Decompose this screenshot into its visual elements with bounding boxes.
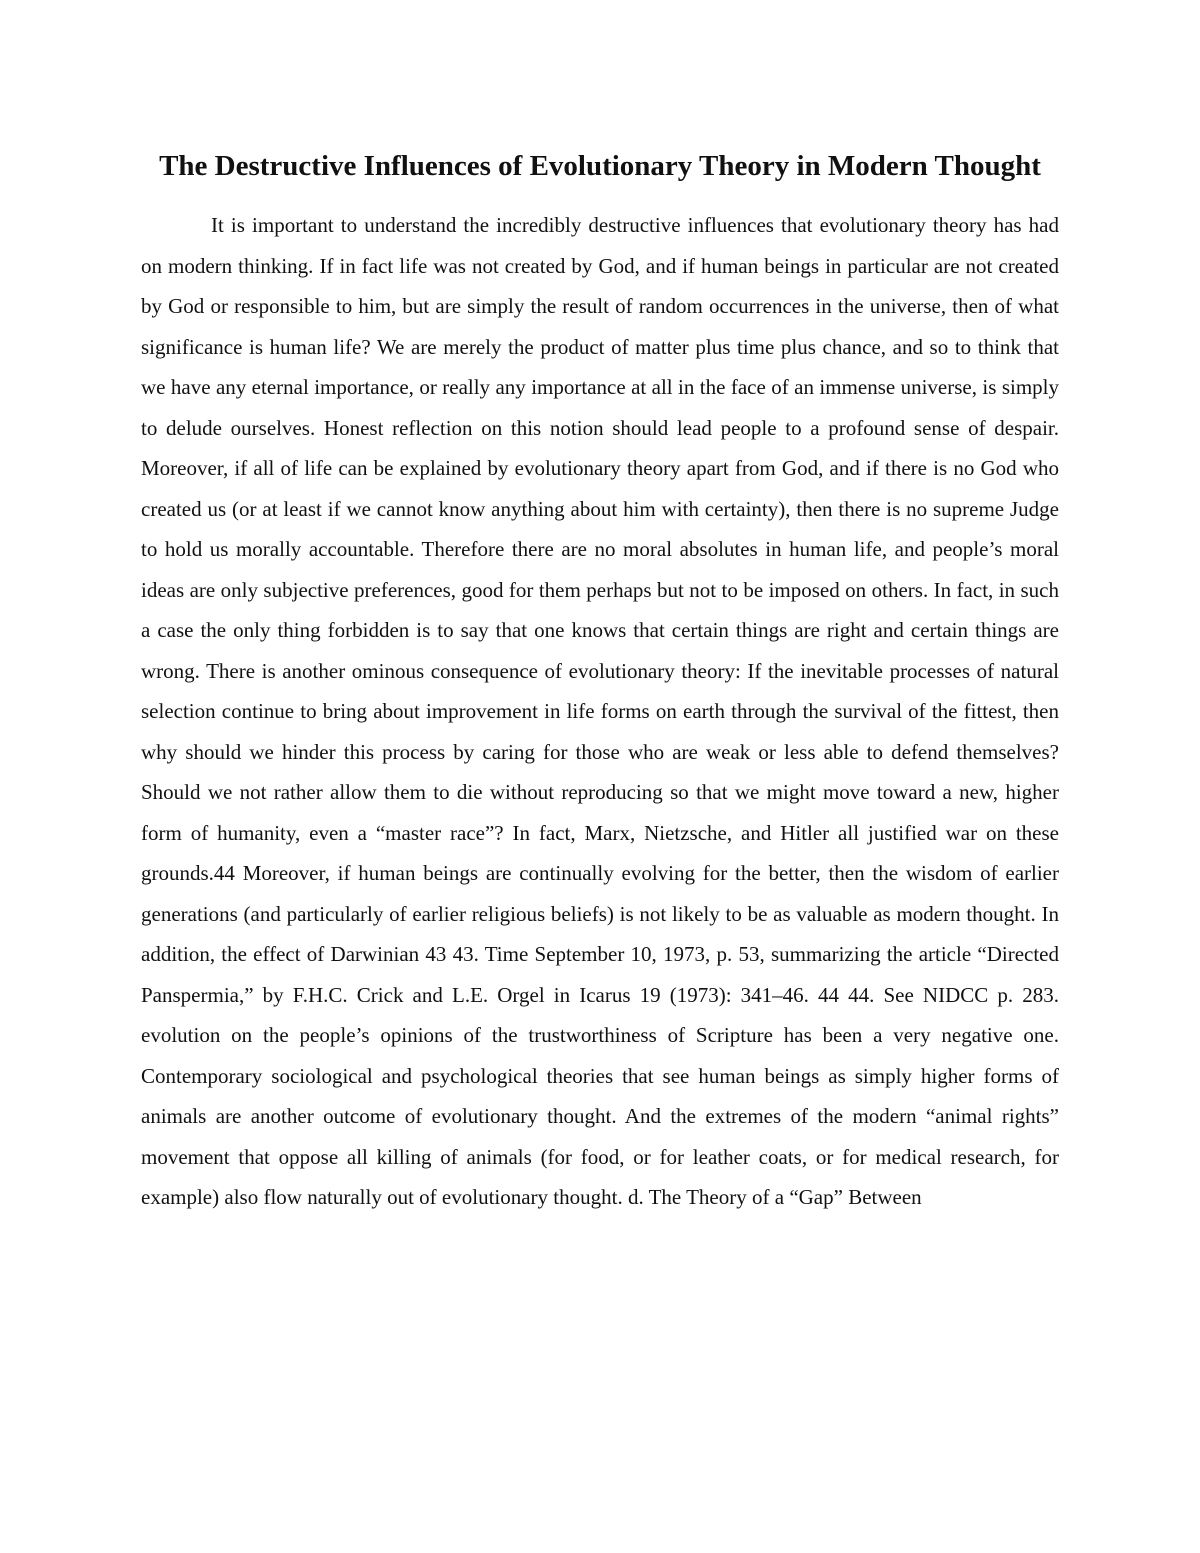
body-paragraph: It is important to understand the incredibly destructive influences that evolutionary theory has had on modern thinking. If in fact life was not created by God, and if human beings in particular are not created by God or responsible to him, but are simply the result of random occurrences in the universe, then of what significance is human life? We are merely the product of matter plus time plus chance, and so to think that we have any eternal importance, or really any importance at all in the face of an immense universe, is simply to delude ourselves. Honest reflection on this notion should lead people to a profound sense of despair. Moreover, if all of life can be explained by evolutionary theory apart from God, and if there is no God who created us (or at least if we cannot know anything about him with certainty), then there is no supreme Judge to hold us morally accountable. Therefore there are no moral absolutes in human life, and people’s moral ideas are only subjective preferences, good for them perhaps but not to be imposed on others. In fact, in such a case the only thing forbidden is to say that one knows that certain things are right and certain things are wrong. There is another ominous consequence of evolutionary theory: If the inevitable processes of natural selection continue to bring about improvement in life forms on earth through the survival of the fittest, then why should we hinder this process by caring for those who are weak or less able to defend themselves? Should we not rather allow them to die without reproducing so that we might move toward a new, higher form of humanity, even a “master race”? In fact, Marx, Nietzsche, and Hitler all justified war on these grounds.44 Moreover, if human beings are continually evolving for the better, then the wisdom of earlier generations (and particularly of earlier religious beliefs) is not likely to be as valuable as modern thought. In addition, the effect of Darwinian 43 43. Time September 10, 1973, p. 53, summarizing the article “Directed Panspermia,” by F.H.C. Crick and L.E. Orgel in Icarus 19 (1973): 341–46. 44 44. See NIDCC p. 283. evolution on the people’s opinions of the trustworthiness of Scripture has been a very negative one. Contemporary sociological and psychological theories that see human beings as simply higher forms of animals are another outcome of evolutionary thought. And the extremes of the modern “animal rights” movement that oppose all killing of animals (for food, or for leather coats, or for medical research, for example) also flow naturally out of evolutionary thought. d. The Theory of a “Gap” Between <box>141 213 1059 1209</box>
document-title: The Destructive Influences of Evolutionary Theory in Modern Thought <box>159 150 1041 182</box>
